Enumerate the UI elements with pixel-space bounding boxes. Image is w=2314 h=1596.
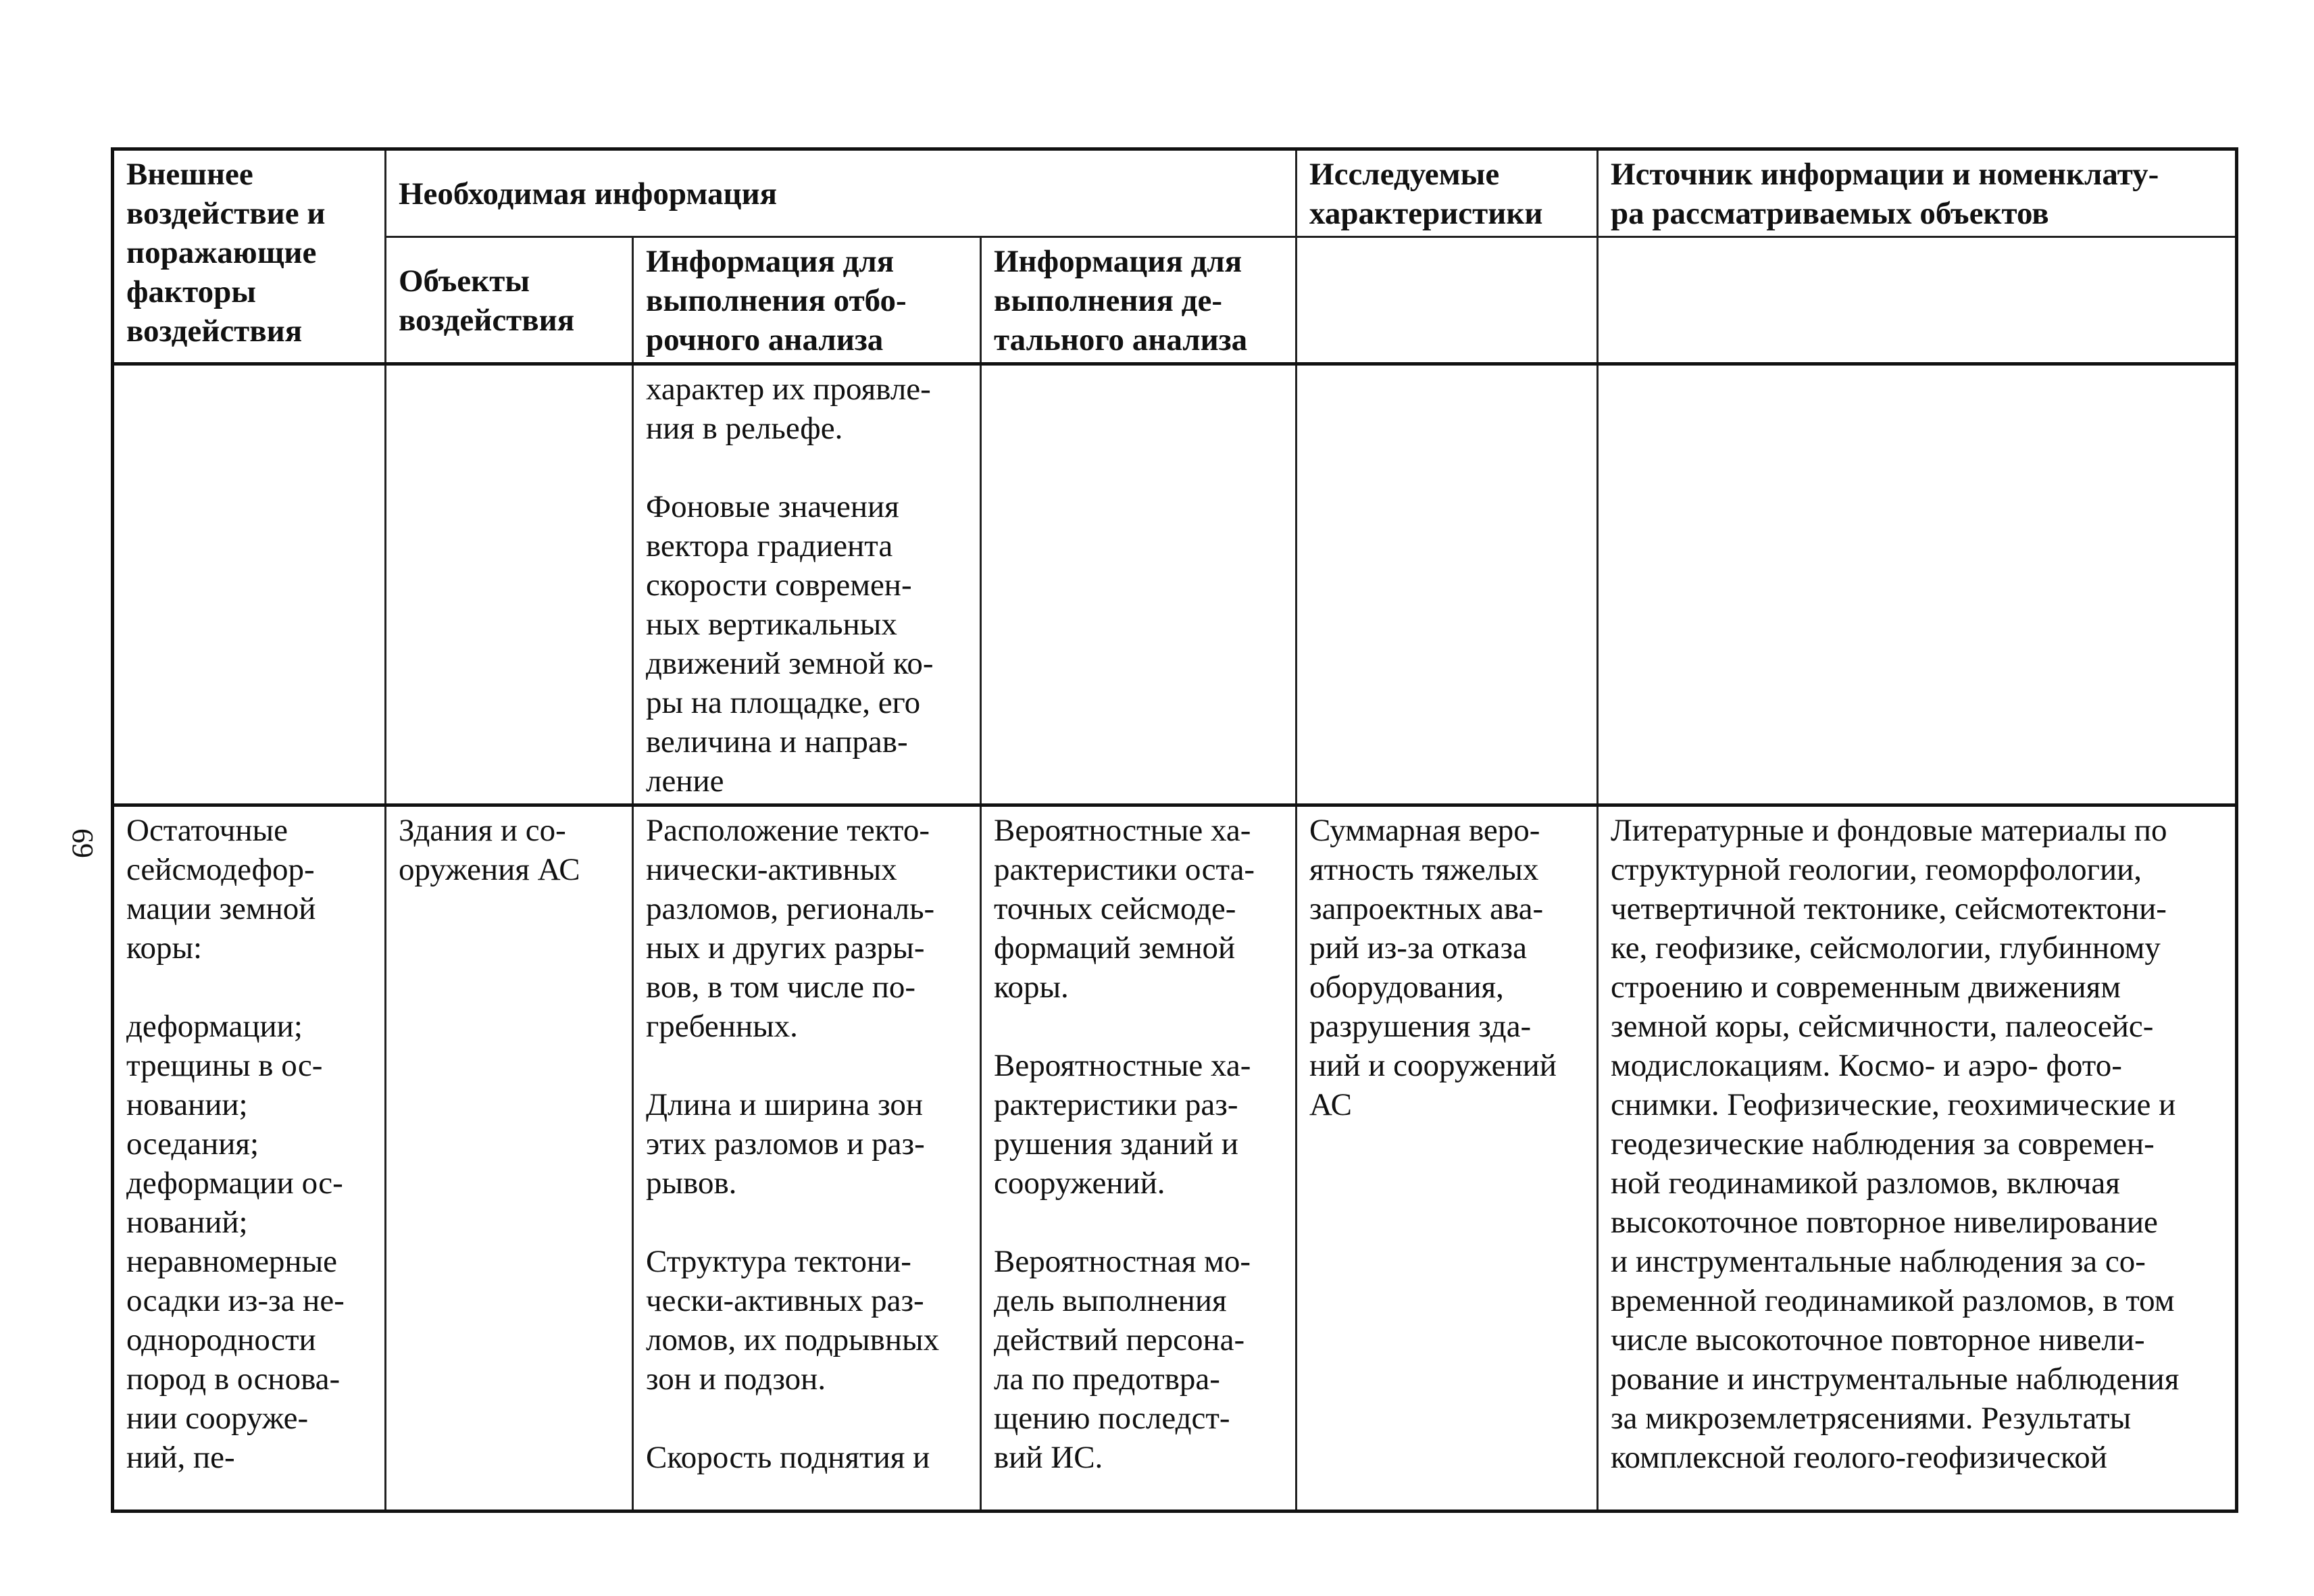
table-cell: характер их проявле- ния в рельефе. Фоновые значения вектора градиента скорости современ- ных вертикальных движений земной ко- ры на площадке, его величина и направ- ление bbox=[633, 364, 981, 805]
header-studied-characteristics: Исследуемые характеристики bbox=[1297, 149, 1598, 237]
table-cell bbox=[1598, 364, 2237, 805]
header-information-source: Источник информации и номенклату- ра рассматриваемых объектов bbox=[1598, 149, 2237, 237]
table-cell bbox=[1297, 364, 1598, 805]
requirements-table bbox=[111, 147, 2238, 1513]
header-screening-analysis: Информация для выполнения отбо- рочного анализа bbox=[633, 237, 981, 364]
header-required-information: Необходимая информация bbox=[386, 149, 1297, 237]
table-cell: Вероятностные ха- рактеристики оста- точных сейсмоде- формаций земной коры. Вероятностные ха- рактеристики раз- рушения зданий и сооружений. Вероятностная мо- дель выполнения действий персона- ла по предотвра- щению последст- вий ИС. bbox=[981, 805, 1297, 1512]
table-cell bbox=[981, 364, 1297, 805]
table-row bbox=[113, 364, 2237, 805]
table-cell bbox=[113, 364, 386, 805]
page-number: 69 bbox=[66, 828, 99, 858]
table-cell: Остаточные сейсмодефор- мации земной коры: деформации; трещины в ос- новании; оседания; деформации ос- нований; неравномерные осадки из-за не- однородности пород в основа- нии сооруже- ний, пе- bbox=[113, 805, 386, 1512]
header-detailed-analysis: Информация для выполнения де- тального анализа bbox=[981, 237, 1297, 364]
table-header-row-2 bbox=[113, 237, 2237, 364]
table-row bbox=[113, 805, 2237, 1512]
table-cell: Расположение текто- нически-активных разломов, региональ- ных и других разры- вов, в том числе по- гребенных. Длина и ширина зон этих разломов и раз- рывов. Структура тектони- чески-активных раз- ломов, их подрывных зон и подзон. Скорость поднятия и bbox=[633, 805, 981, 1512]
header-empty-cell bbox=[1297, 237, 1598, 364]
table-cell bbox=[386, 364, 633, 805]
header-impact-objects: Объекты воздействия bbox=[386, 237, 633, 364]
header-external-impact: Внешнее воздействие и поражающие факторы воздействия bbox=[113, 149, 386, 364]
table-header-row-1 bbox=[113, 149, 2237, 237]
table-cell: Здания и со- оружения АС bbox=[386, 805, 633, 1512]
header-empty-cell bbox=[1598, 237, 2237, 364]
table-cell: Литературные и фондовые материалы по структурной геологии, геоморфологии, четвертичной тектонике, сейсмотектони- ке, геофизике, сейсмологии, глубинному строению и современным движениям земной коры, сейсмичности, палеосейс- модислокациям. Космо- и аэро- фото- снимки. Геофизические, геохимические и геодезические наблюдения за современ- ной геодинамикой разломов, включая высокоточное повторное нивелирование и инструментальные наблюдения за со- временной геодинамикой разломов, в том числе высокоточное повторное нивели- рование и инструментальные наблюдения за микроземлетрясениями. Результаты комплексной геолого-геофизической bbox=[1598, 805, 2237, 1512]
table-cell: Суммарная веро- ятность тяжелых запроектных ава- рий из-за отказа оборудования, разрушения зда- ний и сооружений АС bbox=[1297, 805, 1598, 1512]
